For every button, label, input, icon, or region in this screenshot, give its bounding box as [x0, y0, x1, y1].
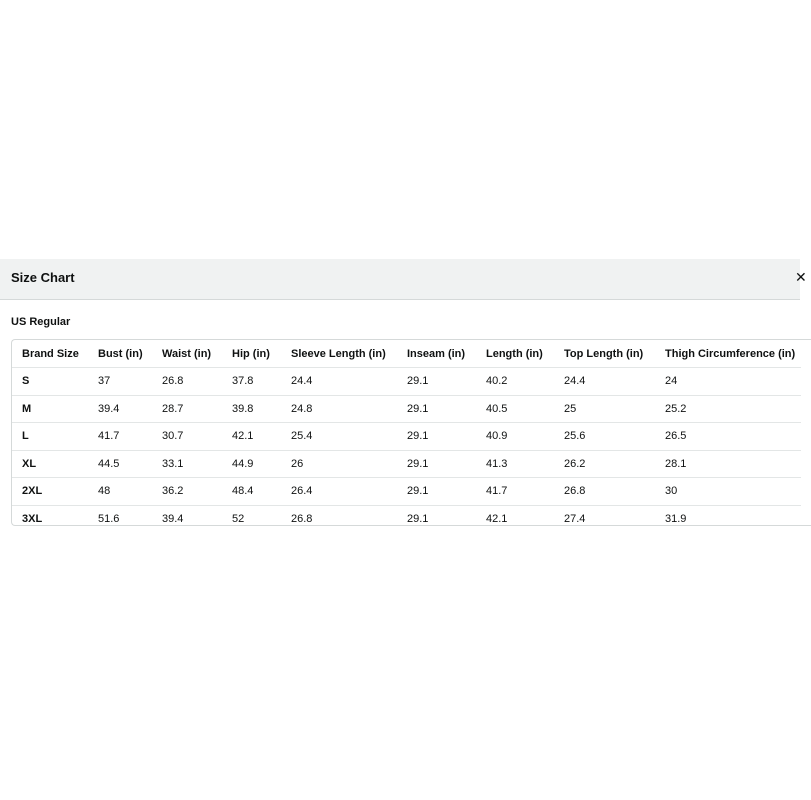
table-cell-size: S — [12, 368, 88, 396]
table-cell: 39.4 — [152, 505, 222, 532]
column-header-hip: Hip (in) — [232, 347, 270, 360]
table-cell: 41.7 — [88, 423, 152, 451]
column-header-bust: Bust (in) — [98, 347, 143, 360]
table-row — [12, 505, 801, 532]
table-cell: 26.8 — [554, 478, 655, 506]
table-cell-size: M — [12, 395, 88, 423]
table-cell: 30.7 — [152, 423, 222, 451]
table-cell: 24 — [655, 368, 801, 396]
table-cell: 33.1 — [152, 450, 222, 478]
table-cell: 26.5 — [655, 423, 801, 451]
table-row — [12, 450, 801, 478]
table-cell: 37.8 — [222, 368, 281, 396]
table-cell: 28.7 — [152, 395, 222, 423]
table-cell: 29.1 — [397, 505, 476, 532]
table-row — [12, 423, 801, 451]
column-header-inseam: Inseam (in) — [407, 347, 466, 360]
table-cell: 39.8 — [222, 395, 281, 423]
column-header-top-length: Top Length (in) — [564, 347, 644, 360]
table-cell: 25.6 — [554, 423, 655, 451]
table-cell: 42.1 — [222, 423, 281, 451]
table-cell: 40.2 — [476, 368, 554, 396]
size-chart-table-container — [11, 339, 811, 526]
close-icon[interactable]: ✕ — [795, 269, 807, 285]
table-cell: 52 — [222, 505, 281, 532]
table-cell: 29.1 — [397, 478, 476, 506]
table-cell: 29.1 — [397, 423, 476, 451]
table-cell: 41.7 — [476, 478, 554, 506]
table-cell: 29.1 — [397, 395, 476, 423]
size-chart-modal-header — [0, 259, 807, 300]
modal-title: Size Chart — [11, 270, 75, 285]
size-chart-table — [12, 340, 801, 532]
table-cell: 25.4 — [281, 423, 397, 451]
table-cell: 30 — [655, 478, 801, 506]
table-cell: 40.5 — [476, 395, 554, 423]
table-cell: 42.1 — [476, 505, 554, 532]
table-cell: 24.4 — [554, 368, 655, 396]
column-header-waist: Waist (in) — [162, 347, 212, 360]
table-cell: 41.3 — [476, 450, 554, 478]
table-cell: 36.2 — [152, 478, 222, 506]
column-header-brand-size: Brand Size — [22, 347, 79, 360]
table-cell: 25.2 — [655, 395, 801, 423]
table-cell: 44.5 — [88, 450, 152, 478]
column-header-thigh-circumference: Thigh Circumference (in) — [665, 347, 796, 360]
table-cell: 44.9 — [222, 450, 281, 478]
table-cell: 24.8 — [281, 395, 397, 423]
table-cell: 26 — [281, 450, 397, 478]
column-header-sleeve-length: Sleeve Length (in) — [291, 347, 386, 360]
table-cell: 29.1 — [397, 450, 476, 478]
table-cell: 37 — [88, 368, 152, 396]
table-row — [12, 368, 801, 396]
table-cell-size: 2XL — [12, 478, 88, 506]
table-row — [12, 395, 801, 423]
table-cell: 40.9 — [476, 423, 554, 451]
table-cell: 26.2 — [554, 450, 655, 478]
table-row — [12, 478, 801, 506]
table-cell: 39.4 — [88, 395, 152, 423]
table-cell-size: L — [12, 423, 88, 451]
column-header-length: Length (in) — [486, 347, 543, 360]
table-cell: 26.8 — [281, 505, 397, 532]
size-region-label: US Regular — [11, 316, 71, 328]
table-cell: 29.1 — [397, 368, 476, 396]
table-cell-size: 3XL — [12, 505, 88, 532]
table-cell: 26.4 — [281, 478, 397, 506]
table-cell: 51.6 — [88, 505, 152, 532]
table-cell-size: XL — [12, 450, 88, 478]
table-cell: 25 — [554, 395, 655, 423]
table-cell: 48 — [88, 478, 152, 506]
table-header-row — [12, 340, 801, 368]
table-cell: 48.4 — [222, 478, 281, 506]
table-cell: 28.1 — [655, 450, 801, 478]
table-cell: 27.4 — [554, 505, 655, 532]
table-cell: 26.8 — [152, 368, 222, 396]
table-cell: 31.9 — [655, 505, 801, 532]
table-cell: 24.4 — [281, 368, 397, 396]
